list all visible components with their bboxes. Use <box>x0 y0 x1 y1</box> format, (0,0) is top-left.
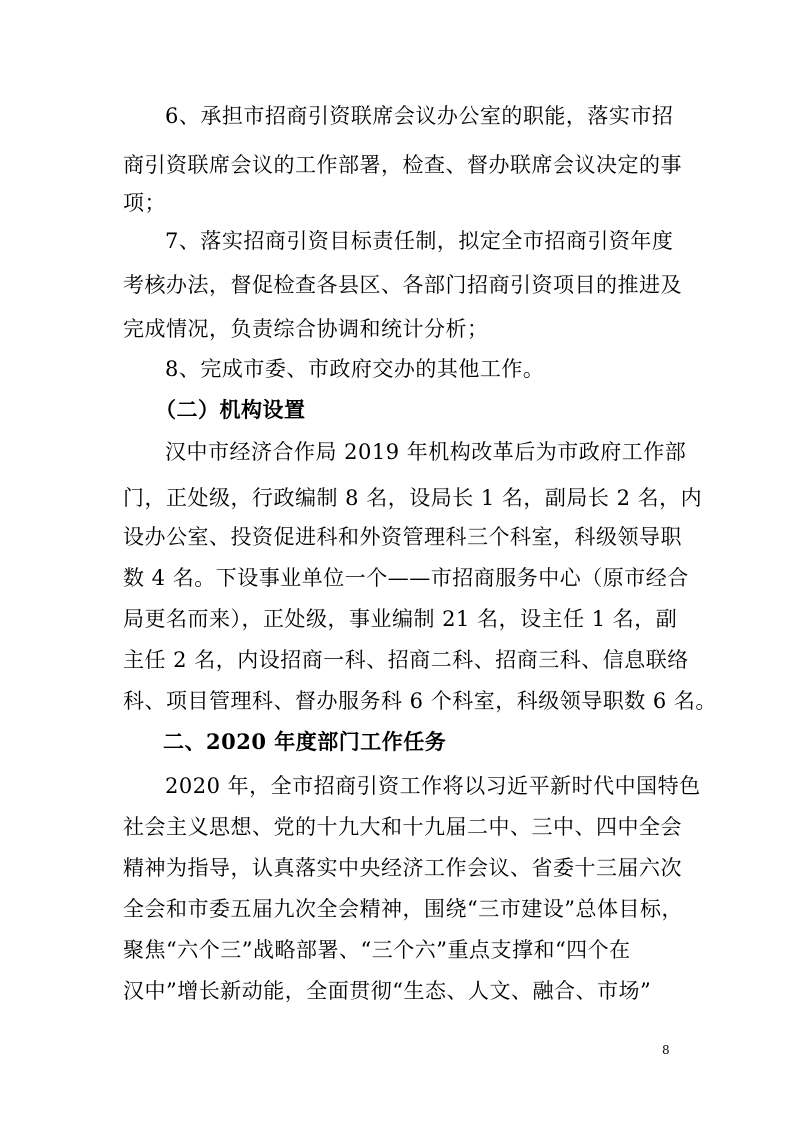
page-number: 8 <box>662 1043 670 1057</box>
institution-paragraph-line-5: 局更名而来），正处级，事业编制 21 名，设主任 1 名，副 <box>123 607 678 631</box>
institution-paragraph-line-3: 设办公室、投资促进科和外资管理科三个科室，科级领导职 <box>123 525 682 549</box>
institution-paragraph-line-2: 门，正处级，行政编制 8 名，设局长 1 名，副局长 2 名，内 <box>123 486 703 510</box>
institution-paragraph-line-4: 数 4 名。下设事业单位一个——市招商服务中心（原市经合 <box>123 566 689 590</box>
paragraph-6-line-3: 项； <box>123 191 166 215</box>
tasks-paragraph-line-4: 全会和市委五届九次全会精神，围绕“三市建设”总体目标， <box>123 897 683 921</box>
section-heading-institution: （二）机构设置 <box>155 397 306 422</box>
paragraph-7-line-2: 考核办法，督促检查各县区、各部门招商引资项目的推进及 <box>123 273 682 297</box>
institution-paragraph-line-6: 主任 2 名，内设招商一科、招商二科、招商三科、信息联络 <box>123 648 689 672</box>
paragraph-7-line-3: 完成情况，负责综合协调和统计分析； <box>123 317 489 341</box>
paragraph-6-line-1: 6、承担市招商引资联席会议办公室的职能，落实市招 <box>165 104 674 128</box>
tasks-paragraph-line-6: 汉中”增长新动能，全面贯彻“生态、人文、融合、市场” <box>123 979 652 1003</box>
tasks-paragraph-line-2: 社会主义思想、党的十九大和十九届二中、三中、四中全会 <box>123 815 682 839</box>
tasks-paragraph-line-3: 精神为指导，认真落实中央经济工作会议、省委十三届六次 <box>123 856 682 880</box>
paragraph-8-line-1: 8、完成市委、市政府交办的其他工作。 <box>165 357 545 381</box>
tasks-paragraph-line-1: 2020 年，全市招商引资工作将以习近平新时代中国特色 <box>165 774 701 798</box>
tasks-paragraph-line-5: 聚焦“六个三”战略部署、“三个六”重点支撑和“四个在 <box>123 938 631 962</box>
section-heading-2020-tasks: 二、2020 年度部门工作任务 <box>163 729 447 754</box>
institution-paragraph-line-7: 科、项目管理科、督办服务科 6 个科室，科级领导职数 6 名。 <box>123 689 717 713</box>
paragraph-7-line-1: 7、落实招商引资目标责任制，拟定全市招商引资年度 <box>165 229 674 253</box>
institution-paragraph-line-1: 汉中市经济合作局 2019 年机构改革后为市政府工作部 <box>165 440 687 464</box>
paragraph-6-line-2: 商引资联席会议的工作部署，检查、督办联席会议决定的事 <box>123 153 682 177</box>
